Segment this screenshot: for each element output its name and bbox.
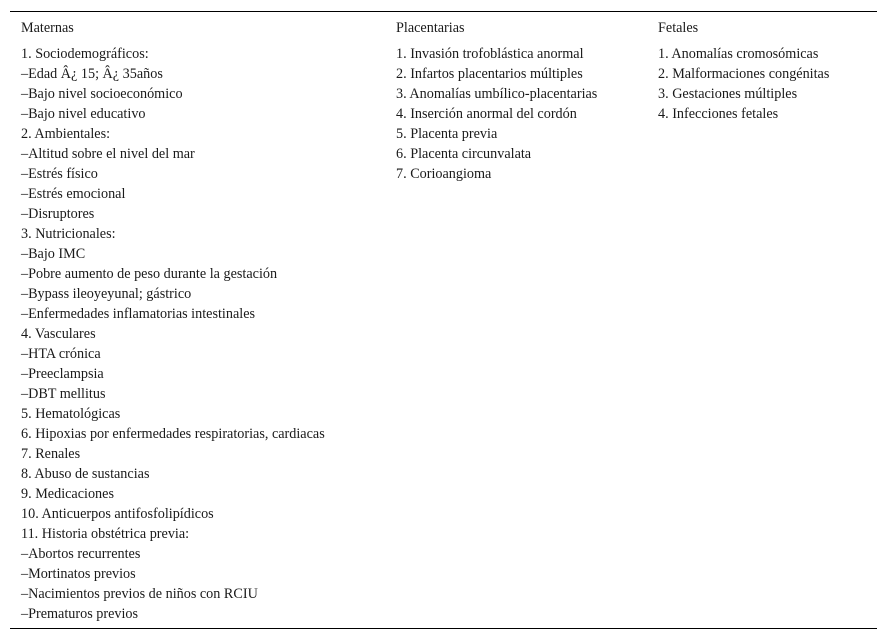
list-item: 1. Sociodemográficos: — [21, 46, 149, 62]
list-item: –Pobre aumento de peso durante la gestación — [21, 266, 278, 282]
list-placentarias — [396, 44, 597, 184]
list-item: –Bajo IMC — [21, 246, 86, 262]
list-item: –Bypass ileoyeyunal; gástrico — [21, 286, 192, 302]
list-item: –HTA crónica — [21, 346, 101, 362]
list-item: –DBT mellitus — [21, 386, 106, 402]
list-item: –Bajo nivel socioeconómico — [21, 86, 183, 102]
list-item: 1. Anomalías cromosómicas — [658, 46, 819, 62]
list-item: –Nacimientos previos de niños con RCIU — [21, 586, 258, 602]
list-item: 3. Gestaciones múltiples — [658, 86, 798, 102]
list-item: –Preeclampsia — [21, 366, 104, 382]
list-item: 3. Anomalías umbílico-placentarias — [396, 86, 598, 102]
list-item: –Abortos recurrentes — [21, 546, 141, 562]
list-item: –Mortinatos previos — [21, 566, 136, 582]
list-fetales — [658, 44, 829, 124]
list-item: 4. Inserción anormal del cordón — [396, 106, 577, 122]
list-item: –Bajo nivel educativo — [21, 106, 146, 122]
list-item: –Prematuros previos — [21, 606, 139, 622]
list-item: 2. Infartos placentarios múltiples — [396, 66, 583, 82]
list-item: 10. Anticuerpos antifosfolipídicos — [21, 506, 214, 522]
list-item: –Altitud sobre el nivel del mar — [21, 146, 195, 162]
list-item: 4. Vasculares — [21, 326, 96, 342]
column-header-placentarias: Placentarias — [396, 20, 465, 36]
list-item: 3. Nutricionales: — [21, 226, 116, 242]
list-item: 7. Corioangioma — [396, 166, 492, 182]
list-item: 4. Infecciones fetales — [658, 106, 779, 122]
list-item: –Estrés físico — [21, 166, 98, 182]
list-item: –Enfermedades inflamatorias intestinales — [21, 306, 256, 322]
causes-table — [10, 11, 877, 629]
column-header-maternas: Maternas — [21, 20, 74, 36]
list-item: –Edad Â¿ 15; Â¿ 35años — [21, 66, 163, 82]
list-item: 9. Medicaciones — [21, 486, 114, 502]
list-item: 6. Hipoxias por enfermedades respiratorias, cardiacas — [21, 426, 325, 442]
list-item: 5. Hematológicas — [21, 406, 121, 422]
list-item: –Disruptores — [21, 206, 95, 222]
list-item: 6. Placenta circunvalata — [396, 146, 532, 162]
list-item: 2. Ambientales: — [21, 126, 111, 142]
list-item: 2. Malformaciones congénitas — [658, 66, 830, 82]
list-item: 5. Placenta previa — [396, 126, 498, 142]
list-maternas — [21, 44, 325, 624]
list-item: 7. Renales — [21, 446, 81, 462]
list-item: –Estrés emocional — [21, 186, 126, 202]
list-item: 8. Abuso de sustancias — [21, 466, 150, 482]
list-item: 1. Invasión trofoblástica anormal — [396, 46, 584, 62]
column-header-fetales: Fetales — [658, 20, 699, 36]
list-item: 11. Historia obstétrica previa: — [21, 526, 190, 542]
